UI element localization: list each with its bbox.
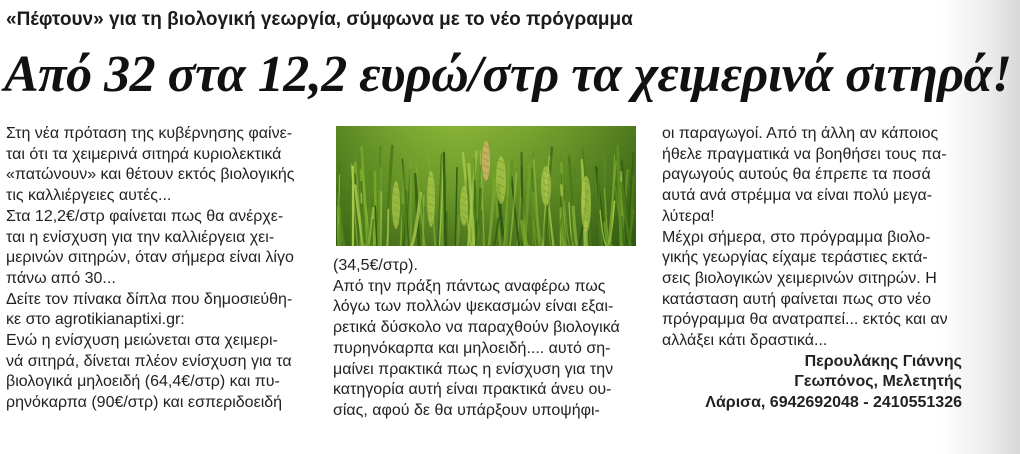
wheat-field-image	[336, 126, 636, 246]
text-line: λόγω των πολλών ψεκασμών είναι εξαι-	[333, 298, 614, 316]
text-line: πρόγραμμα θα ανατραπεί... εκτός και αν	[662, 311, 948, 329]
text-line: «πατώνουν» και θέτουν εκτός βιολογικής	[6, 166, 295, 184]
article-headline: Από 32 στα 12,2 ευρώ/στρ τα χειμερινά σιτηρά!	[4, 46, 1012, 103]
text-line: αυτά ανά στρέμμα να είναι πολύ μεγα-	[662, 187, 933, 205]
text-line: γικής γεωργίας είχαμε τεράστιες εκτά-	[662, 249, 928, 267]
author-name: Περουλάκης Γιάννης	[804, 352, 962, 370]
text-line: (34,5€/στρ).	[333, 257, 418, 274]
text-line: μαίνει πρακτικά πως η ενίσχυση για την	[333, 360, 614, 378]
text-line: τις καλλιέργειες αυτές...	[6, 187, 172, 205]
text-line: ρηνόκαρπα (90€/στρ) και εσπεριδοειδή	[6, 394, 283, 412]
text-line: Ενώ η ενίσχυση μειώνεται στα χειμερι-	[6, 332, 278, 350]
text-line: ρετικά δύσκολο να παραχθούν βιολογικά	[333, 319, 620, 337]
text-line: Από την πράξη πάντως αναφέρω πως	[333, 277, 606, 295]
text-line: Στα 12,2€/στρ φαίνεται πως θα ανέρχε-	[6, 207, 284, 225]
author-signature	[662, 352, 962, 414]
text-line: ήθελε πραγματικά να βοηθήσει τους πα-	[662, 145, 947, 163]
text-line: κατηγορία αυτή είναι πρακτικά άνευ ου-	[333, 381, 612, 399]
text-line: ραγωγούς αυτούς θα έπρεπε τα ποσά	[662, 166, 931, 184]
article-column-1	[6, 124, 306, 414]
grass-blade	[479, 212, 480, 246]
wheat-field-photo	[336, 126, 636, 246]
article-kicker: «Πέφτουν» για τη βιολογική γεωργία, σύμφωνα με το νέο πρόγραμμα	[6, 9, 633, 30]
grass-blade	[351, 176, 352, 247]
text-line: σίας, αφού δε θα υπάρξουν υποψήφι-	[333, 401, 600, 419]
text-line: πάνω από 30...	[6, 269, 116, 287]
article-column-3	[662, 124, 962, 414]
wheat-ear	[427, 171, 435, 227]
text-line: λύτερα!	[662, 207, 715, 225]
wheat-ear	[541, 166, 551, 206]
text-line: Δείτε τον πίνακα δίπλα που δημοσιεύθη-	[6, 290, 293, 308]
article-column-2	[333, 256, 643, 422]
wheat-ear	[496, 156, 506, 204]
wheat-ear	[581, 176, 591, 232]
text-line: κε στο agrotikianaptixi.gr:	[6, 311, 185, 329]
text-line: ται η ενίσχυση για την καλλιέργεια χει-	[6, 228, 275, 246]
author-title: Γεωπόνος, Μελετητής	[794, 373, 962, 391]
text-line: Στη νέα πρόταση της κυβέρνησης φαίνε-	[6, 125, 293, 142]
text-line: μερινών σιτηρών, όταν σήμερα είναι λίγο	[6, 249, 294, 267]
author-contact: Λάρισα, 6942692048 - 2410551326	[705, 394, 962, 412]
text-line: ται ότι τα χειμερινά σιτηρά κυριολεκτικά	[6, 145, 282, 163]
text-line: πυρηνόκαρπα και μηλοειδή.... αυτό ση-	[333, 339, 611, 357]
text-line: οι παραγωγοί. Από τη άλλη αν κάποιος	[662, 125, 939, 142]
text-line: Μέχρι σήμερα, στο πρόγραμμα βιολο-	[662, 228, 931, 246]
text-line: κατάσταση αυτή φαίνεται πως στο νέο	[662, 290, 931, 308]
text-line: σεις βιολογικών χειμερινών σιτηρών. Η	[662, 269, 937, 287]
text-line: αλλάξει κάτι δραστικά...	[662, 332, 828, 350]
text-line: νά σιτηρά, δίνεται πλέον ενίσχυση για τα	[6, 352, 292, 370]
text-line: βιολογικά μηλοειδή (64,4€/στρ) και πυ-	[6, 373, 280, 391]
